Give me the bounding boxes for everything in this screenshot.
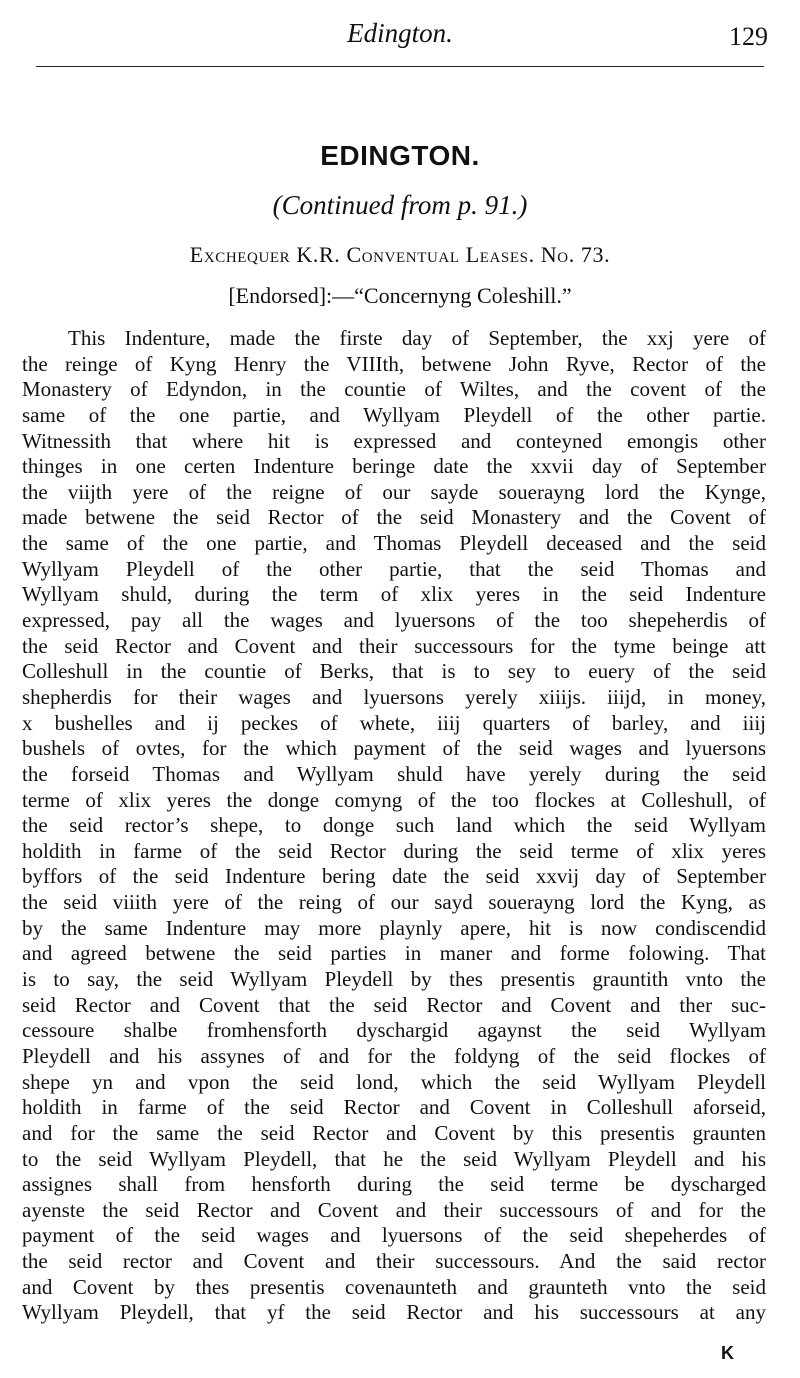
- text-line: the seid Rector and Covent and their successours for the tyme beinge att: [22, 633, 766, 658]
- text-line: terme of xlix yeres the donge comyng of the too flockes at Colleshull, of: [22, 787, 766, 812]
- text-line: to the seid Wyllyam Pleydell, that he the seid Wyllyam Pleydell and his: [22, 1146, 766, 1171]
- text-line: byffors of the seid Indenture bering date the seid xxvij day of September: [22, 864, 766, 889]
- text-line: by the same Indenture may more playnly apere, hit is now condiscendid: [22, 915, 766, 940]
- text-line: expressed, pay all the wages and lyuersons of the too shepeherdis of: [22, 608, 766, 633]
- text-line: and agreed betwene the seid parties in maner and forme folowing. That: [22, 941, 766, 966]
- running-title: Edington.: [347, 18, 453, 48]
- text-line: assignes shall from hensforth during the seid terme be dyscharged: [22, 1172, 766, 1197]
- text-line: the seid rector and Covent and their successours. And the said rector: [22, 1249, 766, 1274]
- indenture-text: [22, 326, 766, 1352]
- text-line: Pleydell and his assynes of and for the foldyng of the seid flockes of: [22, 1043, 766, 1068]
- endorsement: [Endorsed]:—“Concernyng Coleshill.”: [228, 283, 572, 308]
- text-line: shepe yn and vpon the seid lond, which the seid Wyllyam Pleydell: [22, 1069, 766, 1094]
- text-line: the seid viiith yere of the reing of our sayd souerayng lord the Kyng, as: [22, 890, 766, 915]
- text-line: the same of the one partie, and Thomas Pleydell deceased and the seid: [22, 531, 766, 556]
- page-number: 129: [729, 22, 768, 51]
- text-line: Wyllyam Pleydell, that yf the seid Rector and his successours at any: [22, 1300, 766, 1325]
- text-line: payment of the seid wages and lyuersons of the seid shepeherdes of: [22, 1223, 766, 1248]
- running-head: [0, 16, 800, 56]
- text-line: made betwene the seid Rector of the seid Monastery and the Covent of: [22, 505, 766, 530]
- signature-mark: K: [721, 1343, 734, 1363]
- text-line: Witnessith that where hit is expressed and conteyned emongis other: [22, 428, 766, 453]
- text-line: the reinge of Kyng Henry the VIIIth, betwene John Ryve, Rector of the: [22, 351, 766, 376]
- text-line: and for the same the seid Rector and Covent by this presentis graunten: [22, 1120, 766, 1145]
- text-line: This Indenture, made the firste day of September, the xxj yere of: [68, 326, 766, 350]
- text-line: bushels of ovtes, for the which payment of the seid wages and lyuersons: [22, 736, 766, 761]
- record-reference: Exchequer K.R. Conventual Leases. No. 73.: [189, 242, 611, 267]
- text-line: Monastery of Edyndon, in the countie of Wiltes, and the covent of the: [22, 377, 766, 402]
- text-line: cessoure shalbe fromhensforth dyschargid agaynst the seid Wyllyam: [22, 1018, 766, 1043]
- text-line: ayenste the seid Rector and Covent and their successours of and for the: [22, 1197, 766, 1222]
- text-line: Colleshull in the countie of Berks, that is to sey to euery of the seid: [22, 659, 766, 684]
- text-line: holdith in farme of the seid Rector and Covent in Colleshull aforseid,: [22, 1095, 766, 1120]
- text-line: seid Rector and Covent that the seid Rector and Covent and ther suc-: [22, 992, 766, 1017]
- section-heading: EDINGTON.: [320, 140, 480, 171]
- continued-note: (Continued from p. 91.): [272, 190, 528, 220]
- text-line: thinges in one certen Indenture beringe date the xxvii day of September: [22, 454, 766, 479]
- text-line: is to say, the seid Wyllyam Pleydell by thes presentis grauntith vnto the: [22, 967, 766, 992]
- text-line: and Covent by thes presentis covenaunteth and graunteth vnto the seid: [22, 1274, 766, 1299]
- text-line: holdith in farme of the seid Rector during the seid terme of xlix yeres: [22, 838, 766, 863]
- header-rule: [36, 66, 764, 67]
- text-line: the seid rector’s shepe, to donge such land which the seid Wyllyam: [22, 813, 766, 838]
- text-line: Wyllyam shuld, during the term of xlix yeres in the seid Indenture: [22, 582, 766, 607]
- text-line: the forseid Thomas and Wyllyam shuld have yerely during the seid: [22, 761, 766, 786]
- text-line: x bushelles and ij peckes of whete, iiij quarters of barley, and iiij: [22, 710, 766, 735]
- text-line: same of the one partie, and Wyllyam Pleydell of the other partie.: [22, 402, 766, 427]
- text-line: Wyllyam Pleydell of the other partie, that the seid Thomas and: [22, 556, 766, 581]
- text-line: shepherdis for their wages and lyuersons yerely xiiijs. iiijd, in money,: [22, 684, 766, 709]
- text-line: the viijth yere of the reigne of our sayde souerayng lord the Kynge,: [22, 479, 766, 504]
